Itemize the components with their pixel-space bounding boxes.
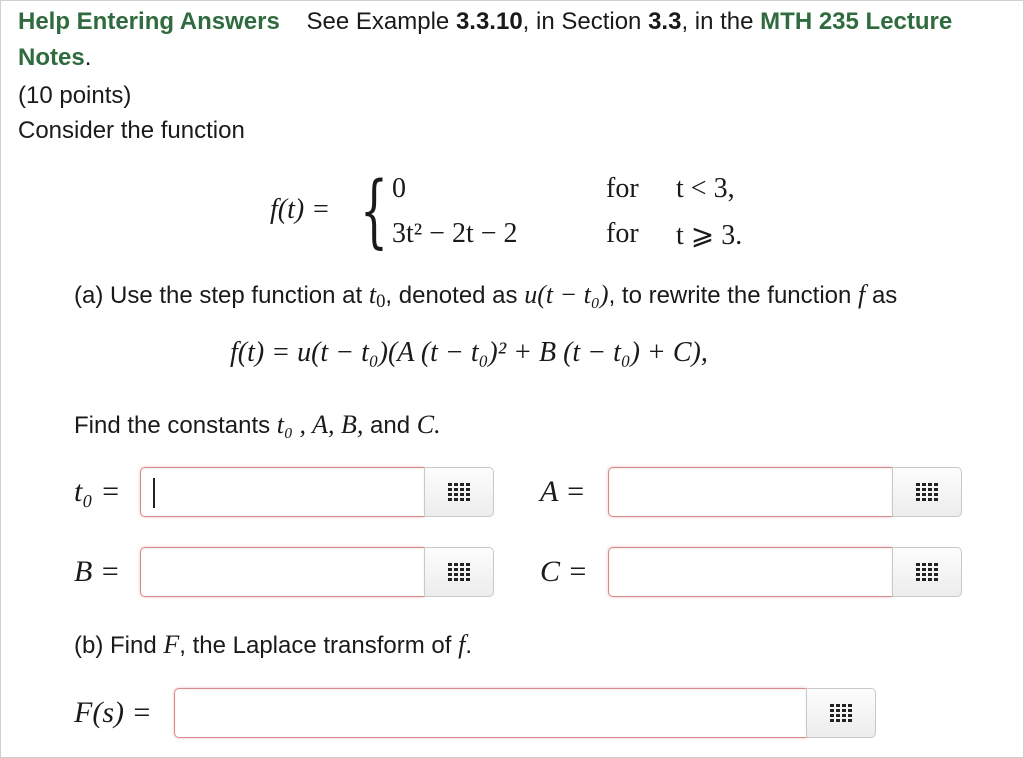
and-text: and [370, 412, 411, 439]
in-section-text: , in Section [522, 8, 642, 35]
find-constants-text [74, 410, 441, 440]
help-entering-answers-link[interactable]: Help Entering Answers [18, 8, 280, 35]
part-a-text2: , denoted as [385, 282, 518, 309]
constants-list: t₀ , A, B, [276, 410, 364, 439]
header-line [18, 8, 952, 36]
find-constants-label: Find the constants [74, 412, 271, 439]
part-b-period: . [465, 632, 472, 659]
header-line-2 [18, 44, 91, 72]
step-function-expression: u(t − t₀) [524, 280, 609, 309]
fs-label: F(s) = [74, 696, 152, 729]
b-label: B = [74, 555, 121, 588]
b-answer-input[interactable] [140, 547, 424, 597]
equation-palette-icon [448, 563, 470, 581]
equation-palette-icon [916, 483, 938, 501]
part-a-text4: as [871, 282, 898, 309]
b-palette-button[interactable] [424, 547, 494, 597]
part-b-text2: , the Laplace transform of [179, 632, 452, 659]
equation-palette-icon [916, 563, 938, 581]
part-a-text [74, 280, 897, 313]
piecewise-case2-value: 3t² − 2t − 2 [392, 218, 518, 249]
c-palette-button[interactable] [892, 547, 962, 597]
lecture-notes-link-part1[interactable]: MTH 235 Lecture [760, 8, 953, 35]
laplace-F-symbol: F [163, 630, 180, 659]
piecewise-lhs: f(t) = [270, 194, 331, 225]
part-b-text1: (b) Find [74, 632, 157, 659]
piecewise-case1-value: 0 [392, 173, 406, 204]
t0-palette-button[interactable] [424, 467, 494, 517]
c-answer-input[interactable] [608, 547, 892, 597]
t0-label: t₀ = [74, 475, 121, 508]
intro-text: Consider the function [18, 117, 245, 144]
period: . [84, 44, 92, 71]
example-number: 3.3.10 [455, 8, 523, 35]
constant-c: C. [416, 410, 441, 439]
t0-symbol: t [368, 280, 377, 309]
function-f-b: f [458, 630, 466, 659]
piecewise-case2-condition: t ⩾ 3. [676, 220, 743, 251]
a-palette-button[interactable] [892, 467, 962, 517]
a-answer-input[interactable] [608, 467, 892, 517]
see-example-text: See Example [306, 8, 450, 35]
piecewise-case1-for: for [606, 173, 639, 204]
function-f: f [858, 280, 866, 309]
t0-answer-input[interactable] [140, 467, 424, 517]
fs-answer-input[interactable] [174, 688, 806, 738]
t0-subscript: 0 [376, 291, 386, 313]
part-a-text1: (a) Use the step function at [74, 282, 363, 309]
step-function-formula: f(t) = u(t − t₀)(A (t − t₀)² + B (t − t₀) + C), [230, 337, 708, 368]
a-label: A = [540, 475, 586, 508]
equation-palette-icon [830, 704, 852, 722]
piecewise-case2-for: for [606, 218, 639, 249]
text-cursor [153, 478, 155, 508]
fs-palette-button[interactable] [806, 688, 876, 738]
section-number: 3.3 [648, 8, 682, 35]
equation-palette-icon [448, 483, 470, 501]
part-a-text3: , to rewrite the function [608, 282, 852, 309]
points-text: (10 points) [18, 82, 132, 109]
in-the-text: , in the [681, 8, 754, 35]
lecture-notes-link-part2[interactable]: Notes [18, 44, 85, 71]
piecewise-case1-condition: t < 3, [676, 173, 735, 204]
part-b-text [74, 630, 472, 660]
c-label: C = [540, 555, 588, 588]
piecewise-brace: { [360, 164, 388, 257]
